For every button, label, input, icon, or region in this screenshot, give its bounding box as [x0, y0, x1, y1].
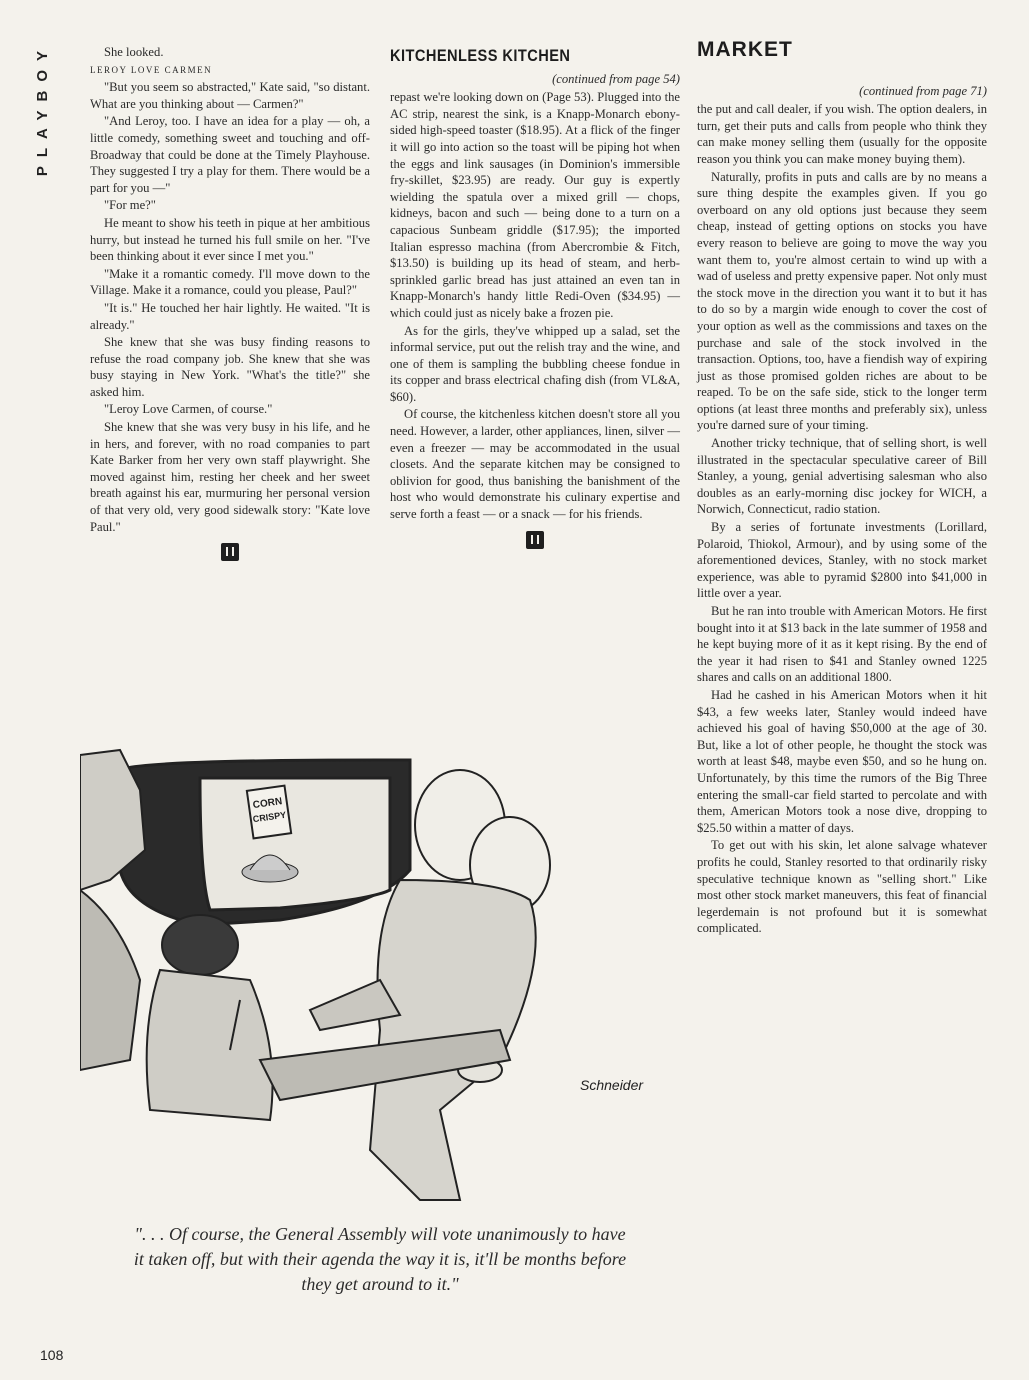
continued-note: (continued from page 71)	[859, 83, 987, 98]
paragraph: By a series of fortunate investments (Lorillard, Polaroid, Thiokol, Armour), and by using some of the aforementioned devices, Stanley, with no stock market experience, was able to pyramid $2800 into $41,000 in little over a year.	[697, 520, 987, 601]
page-number: 108	[40, 1347, 64, 1363]
paragraph: repast we're looking down on (Page 53). Plugged into the AC strip, nearest the sink, is a Knapp-Monarch ebony-sided high-speed toaster ($18.95). At a flick of the finger it will go into action so the toast will be piping hot when the eggs and link sausages (in Dominion's immersible fry-skillet, $23.95) are ready. Our guy is expertly wielding the spatula over a mixed grill — chops, kidneys, bacon and such — being done to a turn on a capacious Sunbeam griddle ($17.95); the imported Italian espresso machina (from Abercrombie & Fitch, $13.50) is building up its head of steam, and herb-sprinkled garlic bread has just attained an even tan in Knapp-Monarch's handy little Redi-Oven ($34.95) — which could just as nicely bake a frozen pie.	[390, 90, 680, 320]
market-article-column	[697, 38, 987, 938]
paragraph: Had he cashed in his American Motors when it hit $43, a few weeks later, Stanley would indeed have achieved his goal of having $50,000 at the age of 30. But, like a lot of other people, he thought the stock was worth at least $48, maybe even $50, and so he hung on. Unfortunately, by this time the rumors of the Big Three entering the small-car field started to percolate and with them, American Motors took a nose dive, dropping to $25.50 within a matter of days.	[697, 687, 987, 835]
paragraph: "Make it a romantic comedy. I'll move down to the Village. Make it a romance, could you please, Paul?"	[90, 266, 370, 298]
officer-figure	[80, 750, 145, 1070]
rabbit-end-mark-icon	[526, 531, 544, 549]
paragraph: "And Leroy, too. I have an idea for a play — oh, a little comedy, something sweet and touching and off-Broadway that could be done at the Timely Playhouse. They suggested I try a play for them. There would be a part for you —"	[90, 114, 370, 195]
box-label-1: CORN	[252, 796, 283, 812]
story-column	[90, 44, 370, 561]
paragraph: "It is." He touched her hair lightly. He waited. "It is already."	[90, 300, 370, 332]
paragraph: She looked.	[104, 45, 164, 59]
box-label-2: CRISPY	[252, 809, 287, 825]
paragraph: "Leroy Love Carmen, of course."	[104, 402, 273, 417]
paragraph: As for the girls, they've whipped up a salad, set the informal service, put out the relish tray and the wine, and one of them is sampling the bubbling cheese fondue in its copper and brass electrical chafing dish (from VL&A, $60).	[390, 323, 680, 404]
article-heading: MARKET	[697, 38, 793, 61]
kitchen-article-column	[390, 44, 680, 549]
cartoon-illustration	[80, 730, 690, 1210]
artist-signature: Schneider	[580, 1077, 644, 1093]
paragraph: "But you seem so abstracted," Kate said, "so distant. What are you thinking about — Carmen?"	[90, 80, 370, 111]
paragraph: Another tricky technique, that of selling short, is well illustrated in the spectacular speculative career of Bill Stanley, a young, genial advertising salesman who also doubles as an early-morning disc jockey for WICH, a Norwich, Connecticut, radio station.	[697, 436, 987, 517]
woman-figure	[147, 915, 273, 1120]
magazine-side-label: PLAYBOY	[34, 42, 51, 177]
paragraph: But he ran into trouble with American Motors. He first bought into it at $13 back in the late summer of 1958 and he kept buying more of it as it kept rising. By the end of the year it had risen to $41 and Stanley owned 1225 shares and calls on an additional 1800.	[697, 604, 987, 685]
paragraph: Of course, the kitchenless kitchen doesn't store all you need. However, a larder, other appliances, linen, silver — even a freezer — may be accommodated in the usual closets. And the separate kitchen may be consigned to oblivion for good, thus banishing the banishment of the host who would demonstrate his culinary expertise and serve forth a feast — or a snack — for his friends.	[390, 407, 680, 522]
window-frame	[120, 760, 410, 925]
cartoon-caption: ". . . Of course, the General Assembly will vote unanimously to have it taken off, but with their agenda the way it is, it'll be months before they get around to it."	[133, 1224, 627, 1294]
section-subhead: LEROY LOVE CARMEN	[90, 64, 213, 75]
paragraph: She knew that she was very busy in his life, and he in hers, and forever, with no road companies to part Kate Barker from her very own staff playwright. She moved against him, resting her cheek and her sweet breath against his ear, murmuring her personal version of that very old, very good sidewalk story: "Kate love Paul."	[90, 420, 370, 534]
paragraph: He meant to show his teeth in pique at her ambitious hurry, but instead he turned his full smile on her. "I've been thinking about it ever since I met you."	[90, 215, 370, 264]
paragraph: Naturally, profits in puts and calls are by no means a sure thing despite the examples given. If you go overboard on any old options just because they seem cheap, instead of getting options on stocks you have every reason to believe are going to move the way you want them to, you're almost certain to wind up with a wad of useless and pretty expensive paper. Not only must the stock move in the direction you want it to but it has to do so by a margin wide enough to cover the cost of your option as well as the commissions and taxes on the purchase and sale of the stock involved in the transaction. Options, too, have a fiendish way of expiring just as those promised golden riches are about to be reaped. To be on the safe side, stick to the longer term options (at least three months and preferably six), unless you're darned sure of your timing.	[697, 169, 987, 433]
continued-note: (continued from page 54)	[552, 71, 680, 86]
paragraph: "For me?"	[104, 198, 156, 213]
article-heading: KITCHENLESS KITCHEN	[390, 46, 571, 65]
paragraph: She knew that she was busy finding reasons to refuse the road company job. She knew that she was busy staying in New York. "What's the title?" she asked him.	[90, 335, 370, 399]
rabbit-end-mark-icon	[221, 543, 239, 561]
paragraph: To get out with his skin, let alone salvage whatever profits he could, Stanley resorted to that ordinarily risky speculative technique known as "selling short." Like most other stock market maneuvers, this feat of financial legerdemain is not profound but it is somewhat complicated.	[697, 838, 987, 936]
paragraph: the put and call dealer, if you wish. The option dealers, in turn, get their puts and calls from people who think they can make money selling them (usually for the opposite reason you think you can make money buying them).	[697, 102, 987, 166]
